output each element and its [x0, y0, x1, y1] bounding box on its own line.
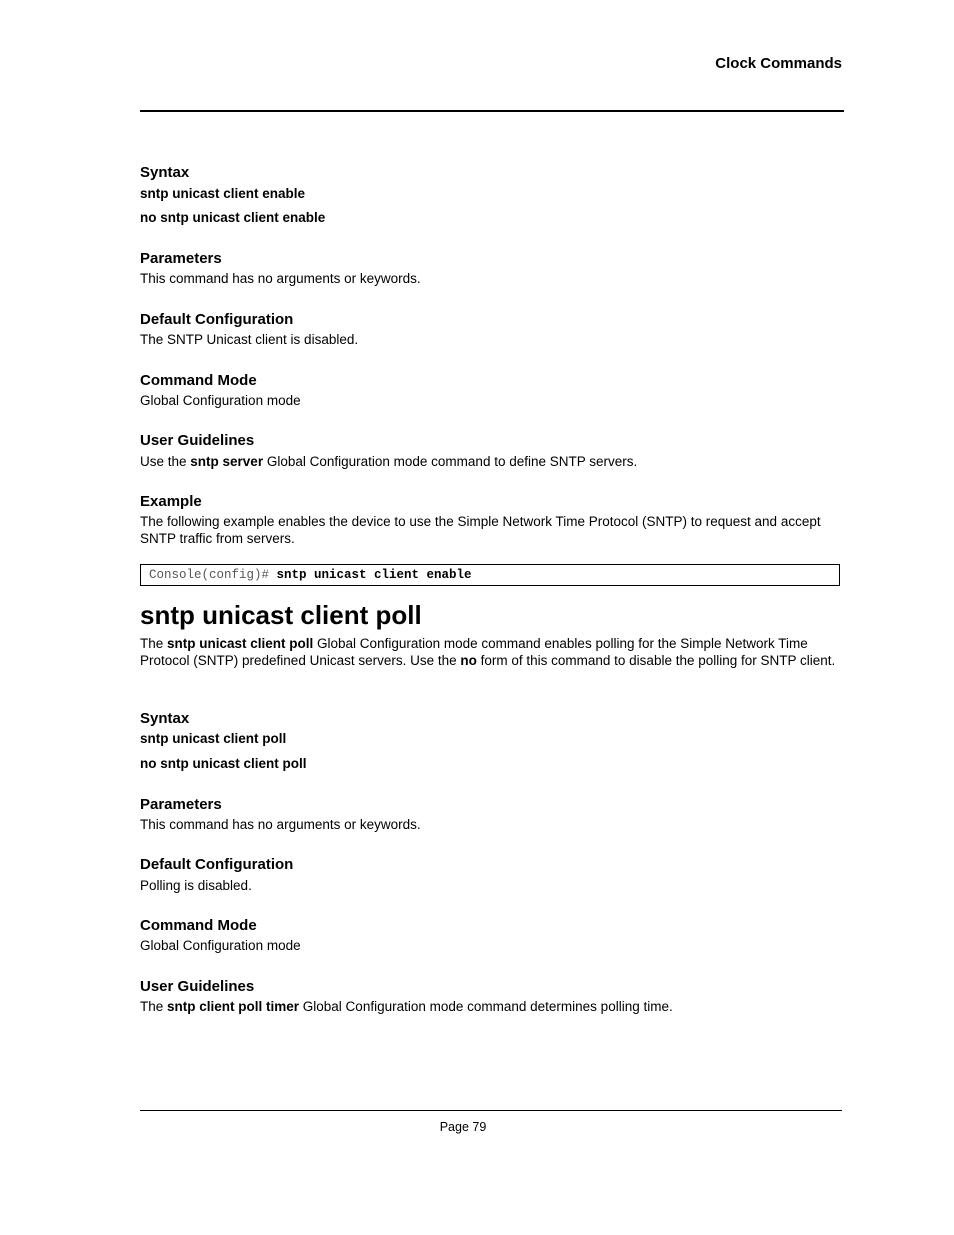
syntax-no-command: no sntp unicast client poll: [140, 756, 307, 771]
syntax-heading: Syntax: [140, 164, 190, 181]
command-mode-heading: Command Mode: [140, 917, 257, 934]
command-mode-heading: Command Mode: [140, 372, 257, 389]
inline-command: sntp server: [190, 454, 264, 469]
header-rule: [140, 110, 844, 112]
code-example: [140, 564, 840, 586]
parameters-heading: Parameters: [140, 796, 222, 813]
user-guidelines-text: Use the sntp server Global Configuration mode command to define SNTP servers.: [140, 454, 638, 469]
user-guidelines-heading: User Guidelines: [140, 978, 255, 995]
default-configuration-text: The SNTP Unicast client is disabled.: [140, 332, 359, 347]
default-configuration-heading: Default Configuration: [140, 311, 294, 328]
console-prompt: Console(config)#: [149, 568, 277, 582]
running-header: Clock Commands: [715, 55, 842, 72]
command-mode-text: Global Configuration mode: [140, 938, 301, 953]
command-description: The sntp unicast client poll Global Configuration mode command enables polling for the Simple Network Time Protocol (SNTP) predefined Unicast servers. Use the no form of this command to disable the polling for SNTP client.: [140, 636, 836, 668]
inline-command: sntp client poll timer: [167, 999, 300, 1014]
user-guidelines-text: The sntp client poll timer Global Configuration mode command determines polling time.: [140, 999, 673, 1014]
user-guidelines-heading: User Guidelines: [140, 432, 255, 449]
footer-rule: [140, 1110, 842, 1111]
page-number: Page 79: [439, 1120, 487, 1134]
parameters-heading: Parameters: [140, 250, 222, 267]
command-title: sntp unicast client poll: [140, 600, 422, 630]
console-command: sntp unicast client enable: [276, 568, 472, 582]
parameters-text: This command has no arguments or keywords.: [140, 271, 421, 286]
syntax-heading: Syntax: [140, 710, 190, 727]
syntax-command: sntp unicast client enable: [140, 186, 306, 201]
syntax-command: sntp unicast client poll: [140, 731, 287, 746]
example-heading: Example: [140, 493, 202, 510]
example-text: The following example enables the device to use the Simple Network Time Protocol (SNTP) to request and accept SNTP traffic from servers.: [140, 514, 821, 546]
syntax-no-command: no sntp unicast client enable: [140, 210, 326, 225]
parameters-text: This command has no arguments or keywords.: [140, 817, 421, 832]
default-configuration-text: Polling is disabled.: [140, 878, 252, 893]
command-mode-text: Global Configuration mode: [140, 393, 301, 408]
default-configuration-heading: Default Configuration: [140, 856, 294, 873]
